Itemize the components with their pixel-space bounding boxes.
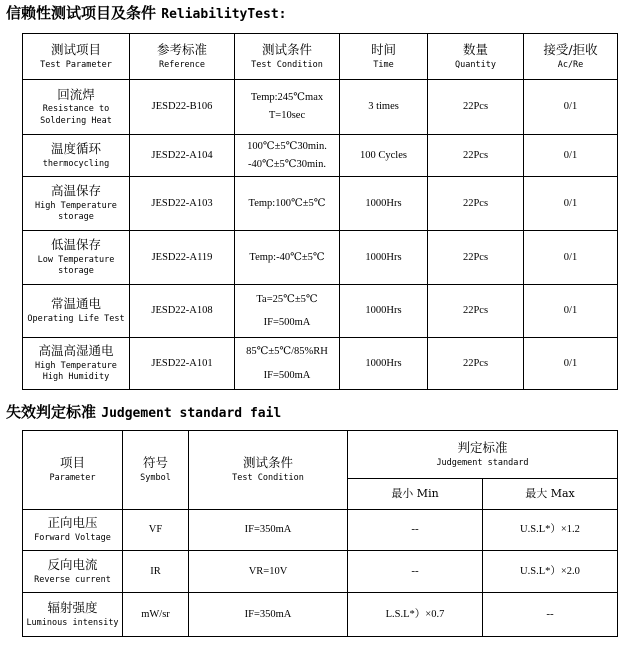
time-cell: 1000Hrs [340, 338, 428, 390]
reliability-test-table [22, 33, 618, 390]
reference-cell: JESD22-A108 [130, 285, 235, 338]
symbol-cell: mW/sr [123, 593, 189, 637]
header-quantity: 数量 Quantity [428, 34, 524, 80]
min-cell: -- [348, 510, 483, 551]
condition-cell: 85℃±5℃/85%RH IF=500mA [235, 338, 340, 390]
table-row [23, 177, 618, 231]
time-cell: 1000Hrs [340, 285, 428, 338]
table-row [23, 510, 618, 551]
header-max: 最大 Max [483, 479, 618, 510]
table-row [23, 551, 618, 593]
judgement-title-zh: 失效判定标准 [6, 403, 97, 421]
min-cell: L.S.L*）×0.7 [348, 593, 483, 637]
reference-cell: JESD22-A104 [130, 135, 235, 177]
reference-cell: JESD22-A101 [130, 338, 235, 390]
header-reference: 参考标准 Reference [130, 34, 235, 80]
test-name-cell: 高温高湿通电 High Temperature High Humidity [23, 338, 130, 390]
reference-cell: JESD22-A119 [130, 231, 235, 285]
header-min: 最小 Min [348, 479, 483, 510]
header-ac-re: 接受/拒收 Ac/Re [524, 34, 618, 80]
reliability-title-en: ReliabilityTest: [161, 7, 287, 22]
condition-cell: Ta=25℃±5℃ IF=500mA [235, 285, 340, 338]
condition-cell: IF=350mA [189, 593, 348, 637]
table-row [23, 285, 618, 338]
judgement-standard-table [22, 430, 618, 637]
max-cell: U.S.L*）×1.2 [483, 510, 618, 551]
parameter-cell: 正向电压 Forward Voltage [23, 510, 123, 551]
quantity-cell: 22Pcs [428, 231, 524, 285]
symbol-cell: VF [123, 510, 189, 551]
quantity-cell: 22Pcs [428, 80, 524, 135]
condition-cell: Temp:-40℃±5℃ [235, 231, 340, 285]
condition-cell: IF=350mA [189, 510, 348, 551]
judgement-title-en: Judgement standard fail [101, 406, 282, 421]
quantity-cell: 22Pcs [428, 285, 524, 338]
acre-cell: 0/1 [524, 285, 618, 338]
time-cell: 1000Hrs [340, 231, 428, 285]
table-header-row [23, 34, 618, 80]
condition-cell: Temp:245℃max T=10sec [235, 80, 340, 135]
acre-cell: 0/1 [524, 177, 618, 231]
test-name-cell: 常温通电 Operating Life Test [23, 285, 130, 338]
table-row [23, 338, 618, 390]
acre-cell: 0/1 [524, 135, 618, 177]
acre-cell: 0/1 [524, 338, 618, 390]
table-row [23, 80, 618, 135]
table-row [23, 593, 618, 637]
condition-cell: 100℃±5℃30min. -40℃±5℃30min. [235, 135, 340, 177]
header-test-condition: 测试条件 Test Condition [189, 431, 348, 510]
test-name-cell: 低温保存 Low Temperature storage [23, 231, 130, 285]
reference-cell: JESD22-B106 [130, 80, 235, 135]
header-test-condition: 测试条件 Test Condition [235, 34, 340, 80]
header-judgement-standard: 判定标准 Judgement standard [348, 431, 618, 479]
table-header-row [23, 431, 618, 479]
reliability-title-zh: 信赖性测试项目及条件 [6, 4, 157, 22]
table-row [23, 135, 618, 177]
table-row [23, 231, 618, 285]
time-cell: 1000Hrs [340, 177, 428, 231]
judgement-standard-title [6, 401, 281, 422]
max-cell: -- [483, 593, 618, 637]
acre-cell: 0/1 [524, 80, 618, 135]
test-name-cell: 温度循环 thermocycling [23, 135, 130, 177]
header-test-parameter: 测试项目 Test Parameter [23, 34, 130, 80]
min-cell: -- [348, 551, 483, 593]
max-cell: U.S.L*）×2.0 [483, 551, 618, 593]
quantity-cell: 22Pcs [428, 135, 524, 177]
time-cell: 3 times [340, 80, 428, 135]
header-time: 时间 Time [340, 34, 428, 80]
quantity-cell: 22Pcs [428, 338, 524, 390]
condition-cell: VR=10V [189, 551, 348, 593]
parameter-cell: 反向电流 Reverse current [23, 551, 123, 593]
reference-cell: JESD22-A103 [130, 177, 235, 231]
test-name-cell: 回流焊 Resistance to Soldering Heat [23, 80, 130, 135]
quantity-cell: 22Pcs [428, 177, 524, 231]
reliability-test-title [6, 2, 286, 23]
time-cell: 100 Cycles [340, 135, 428, 177]
parameter-cell: 辐射强度 Luminous intensity [23, 593, 123, 637]
acre-cell: 0/1 [524, 231, 618, 285]
symbol-cell: IR [123, 551, 189, 593]
condition-cell: Temp:100℃±5℃ [235, 177, 340, 231]
header-parameter: 项目 Parameter [23, 431, 123, 510]
header-symbol: 符号 Symbol [123, 431, 189, 510]
test-name-cell: 高温保存 High Temperature storage [23, 177, 130, 231]
